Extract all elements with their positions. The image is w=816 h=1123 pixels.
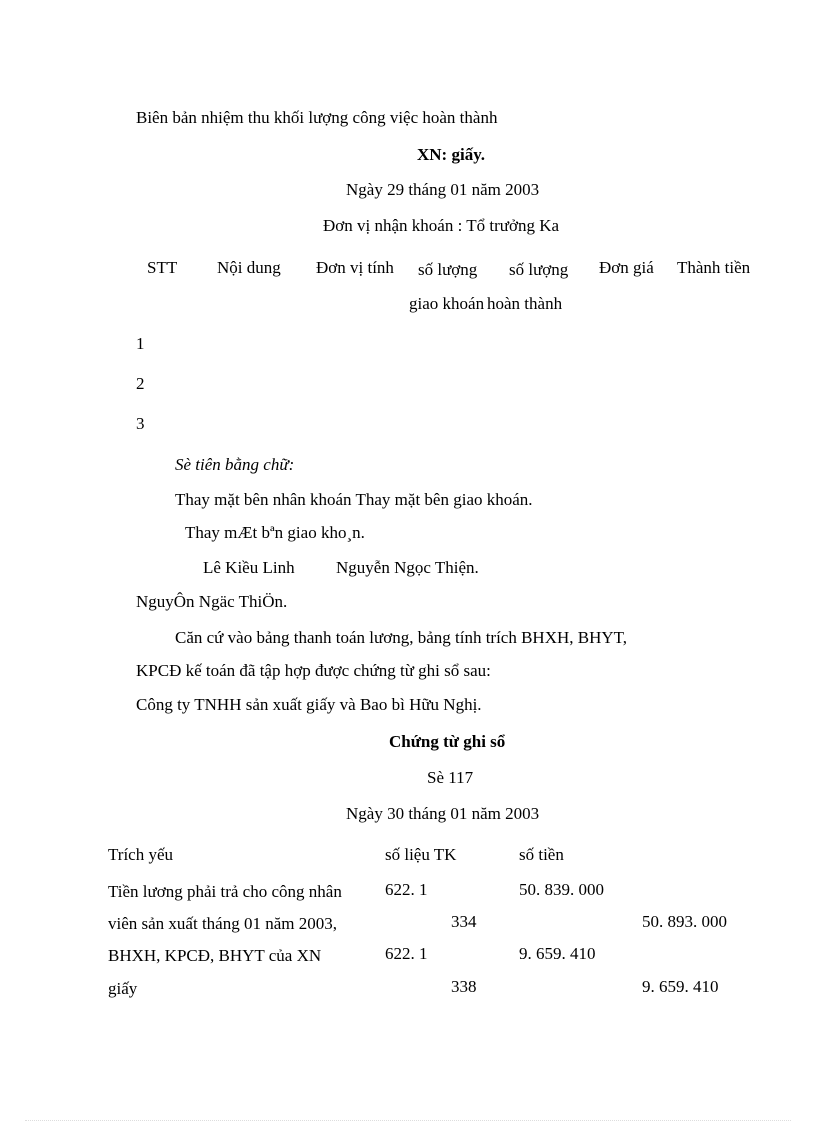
account-cell: 334 (451, 912, 477, 931)
document-title: Biên bản nhiệm thu khối lượng công việc hoàn thành (136, 108, 498, 127)
signer-name: Lê Kiều Linh (203, 558, 295, 577)
col-subheader: hoàn thành (487, 294, 563, 313)
col-header: số tiền (519, 845, 564, 864)
unit-heading: XN: giấy. (417, 145, 485, 164)
col-header: STT (147, 258, 178, 277)
description-line: Tiền lương phải trả cho công nhân (108, 882, 342, 901)
col-header: số lượng (509, 260, 569, 279)
signer-name-garbled: NguyÔn Ngäc ThiÖn. (136, 592, 288, 611)
account-cell: 622. 1 (385, 880, 428, 899)
debit-amount: 9. 659. 410 (519, 944, 596, 963)
table-row: 2 (136, 374, 145, 393)
table-row: 1 (136, 334, 145, 353)
company-name: Công ty TNHH sản xuất giấy và Bao bì Hữu Nghị. (136, 695, 482, 714)
contractor-line: Đơn vị nhận khoán : Tổ trưởng Ka (323, 216, 560, 235)
paragraph: KPCĐ kế toán đã tập hợp được chứng từ ghi sổ sau: (136, 661, 491, 680)
description-line: BHXH, KPCĐ, BHYT của XN (108, 946, 322, 965)
signer-name: Nguyễn Ngọc Thiện. (336, 558, 479, 577)
account-cell: 338 (451, 977, 477, 996)
voucher-title: Chứng từ ghi sổ (389, 732, 506, 751)
description-line: giấy (108, 979, 138, 998)
col-header: Đơn giá (599, 258, 654, 277)
col-header: Nội dung (217, 258, 281, 277)
date-line: Ngày 29 tháng 01 năm 2003 (346, 180, 540, 199)
voucher-date: Ngày 30 tháng 01 năm 2003 (346, 804, 540, 823)
debit-amount: 50. 839. 000 (519, 880, 604, 899)
col-header: Thành tiền (677, 258, 751, 277)
col-header: số liệu TK (385, 845, 457, 864)
representative-line: Thay mặt bên nhân khoán Thay mặt bên giao khoán. (175, 490, 533, 509)
voucher-number: Sè 117 (427, 768, 474, 787)
representative-line-garbled: Thay mÆt bªn giao kho¸n. (185, 523, 365, 542)
col-header: Trích yếu (108, 845, 174, 864)
account-cell: 622. 1 (385, 944, 428, 963)
col-header: số lượng (418, 260, 478, 279)
col-header: Đơn vị tính (316, 258, 394, 277)
table-row: 3 (136, 414, 145, 433)
credit-amount: 50. 893. 000 (642, 912, 727, 931)
col-subheader: giao khoán (409, 294, 485, 313)
credit-amount: 9. 659. 410 (642, 977, 719, 996)
description-line: viên sản xuất tháng 01 năm 2003, (108, 914, 337, 933)
amount-in-words: Sè tiên bằng chữ: (175, 455, 295, 474)
paragraph: Căn cứ vào bảng thanh toán lương, bảng tính trích BHXH, BHYT, (175, 628, 628, 647)
page-bottom-divider (25, 1120, 791, 1121)
